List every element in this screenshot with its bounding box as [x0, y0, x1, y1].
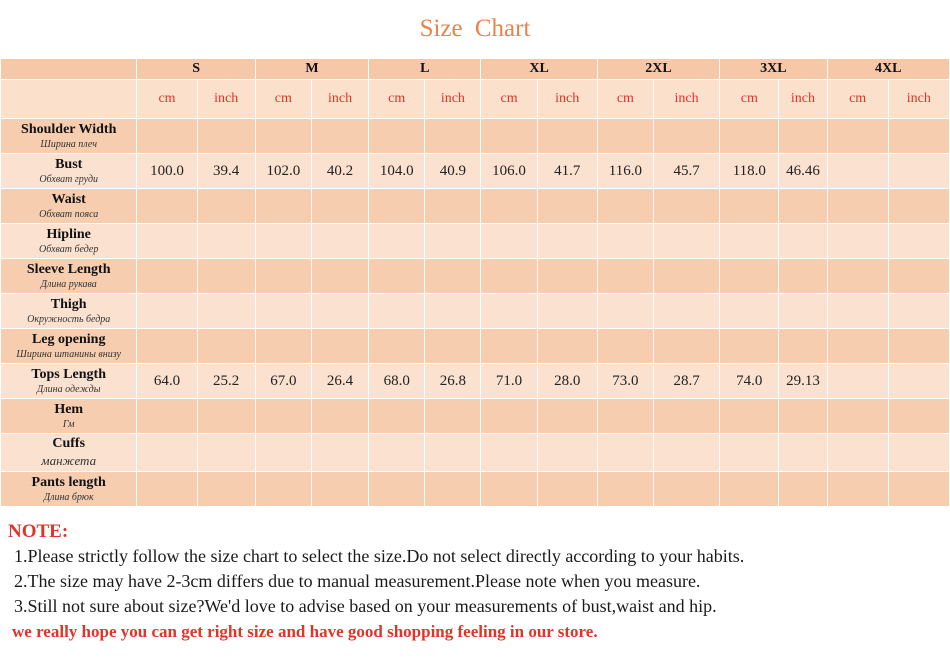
value-cell — [779, 119, 827, 154]
value-cell — [369, 259, 425, 294]
size-header-3xl: 3XL — [720, 59, 827, 80]
value-cell — [311, 472, 368, 507]
measurement-name-ru: Окружность бедра — [27, 313, 111, 325]
value-cell — [197, 224, 255, 259]
value-cell — [653, 224, 719, 259]
size-chart-table — [0, 58, 950, 507]
value-cell — [779, 399, 827, 434]
measurement-name: Pants length — [31, 474, 106, 490]
value-cell — [888, 399, 949, 434]
measurement-label — [1, 434, 137, 472]
unit-inch: inch — [653, 80, 719, 119]
unit-cm: cm — [255, 80, 311, 119]
note-heading: NOTE: — [8, 521, 69, 542]
value-cell — [311, 224, 368, 259]
value-cell — [827, 224, 888, 259]
measurement-name-ru: Длина брюк — [43, 491, 94, 503]
value-cell — [779, 224, 827, 259]
value-cell: 71.0 — [481, 364, 537, 399]
value-cell — [720, 399, 779, 434]
unit-cm: cm — [369, 80, 425, 119]
unit-cm: cm — [720, 80, 779, 119]
value-cell — [197, 119, 255, 154]
value-cell: 100.0 — [137, 154, 197, 189]
measurement-label — [1, 224, 137, 259]
value-cell — [197, 399, 255, 434]
value-cell — [255, 189, 311, 224]
value-cell: 40.2 — [311, 154, 368, 189]
measurement-name-ru: Гм — [62, 418, 75, 430]
value-cell — [137, 224, 197, 259]
value-cell — [425, 434, 481, 472]
value-cell — [653, 399, 719, 434]
value-cell — [537, 189, 597, 224]
value-cell — [137, 472, 197, 507]
value-cell — [311, 189, 368, 224]
value-cell — [197, 329, 255, 364]
unit-cm: cm — [827, 80, 888, 119]
value-cell — [653, 119, 719, 154]
value-cell — [827, 294, 888, 329]
size-header-2xl: 2XL — [597, 59, 719, 80]
chart-title: Size Chart — [419, 15, 531, 42]
value-cell — [537, 294, 597, 329]
measurement-row — [1, 119, 950, 154]
value-cell: 74.0 — [720, 364, 779, 399]
measurement-name: Waist — [51, 191, 86, 207]
notes-section — [8, 520, 943, 645]
unit-inch: inch — [311, 80, 368, 119]
value-cell — [481, 294, 537, 329]
value-cell — [137, 434, 197, 472]
value-cell — [481, 329, 537, 364]
measurement-row — [1, 472, 950, 507]
size-header-m: M — [255, 59, 368, 80]
value-cell — [537, 259, 597, 294]
value-cell: 39.4 — [197, 154, 255, 189]
value-cell — [197, 434, 255, 472]
value-cell — [369, 119, 425, 154]
value-cell — [888, 434, 949, 472]
value-cell — [197, 294, 255, 329]
value-cell — [369, 224, 425, 259]
unit-inch: inch — [537, 80, 597, 119]
value-cell — [827, 259, 888, 294]
measurement-label — [1, 472, 137, 507]
value-cell — [537, 329, 597, 364]
value-cell — [597, 329, 653, 364]
value-cell — [481, 399, 537, 434]
value-cell — [425, 119, 481, 154]
value-cell — [827, 434, 888, 472]
measurement-row — [1, 329, 950, 364]
value-cell: 46.46 — [779, 154, 827, 189]
value-cell — [827, 119, 888, 154]
value-cell — [197, 189, 255, 224]
value-cell — [255, 329, 311, 364]
measurement-name-ru: Ширина штанины внизу — [16, 348, 121, 360]
measurement-label — [1, 154, 137, 189]
value-cell — [597, 472, 653, 507]
value-cell — [311, 259, 368, 294]
value-cell — [888, 189, 949, 224]
value-cell — [653, 259, 719, 294]
measurement-row — [1, 224, 950, 259]
unit-cm: cm — [137, 80, 197, 119]
measurement-rows — [1, 119, 950, 507]
value-cell — [888, 329, 949, 364]
value-cell — [779, 434, 827, 472]
value-cell — [369, 294, 425, 329]
value-cell — [888, 154, 949, 189]
value-cell — [827, 154, 888, 189]
measurement-label — [1, 259, 137, 294]
corner-cell — [1, 80, 137, 119]
value-cell — [720, 189, 779, 224]
value-cell — [537, 224, 597, 259]
unit-inch: inch — [197, 80, 255, 119]
value-cell — [827, 364, 888, 399]
size-header-row — [1, 59, 950, 80]
value-cell — [779, 294, 827, 329]
value-cell — [369, 434, 425, 472]
note-line-3: 3.Still not sure about size?We'd love to advise based on your measurements of bust,waist and hip. — [14, 596, 717, 616]
value-cell: 40.9 — [425, 154, 481, 189]
size-header-s: S — [137, 59, 255, 80]
value-cell — [720, 259, 779, 294]
value-cell — [827, 399, 888, 434]
size-header-xl: XL — [481, 59, 597, 80]
value-cell — [481, 224, 537, 259]
value-cell — [481, 472, 537, 507]
value-cell — [137, 399, 197, 434]
value-cell — [720, 329, 779, 364]
value-cell — [481, 189, 537, 224]
value-cell — [597, 294, 653, 329]
value-cell — [597, 434, 653, 472]
value-cell: 45.7 — [653, 154, 719, 189]
value-cell — [137, 259, 197, 294]
value-cell — [827, 329, 888, 364]
measurement-label — [1, 189, 137, 224]
value-cell — [888, 472, 949, 507]
value-cell: 73.0 — [597, 364, 653, 399]
measurement-name: Shoulder Width — [21, 121, 117, 137]
measurement-name: Hipline — [46, 226, 91, 242]
value-cell — [425, 259, 481, 294]
value-cell: 64.0 — [137, 364, 197, 399]
measurement-name-ru: Длина одежды — [36, 383, 101, 395]
value-cell — [720, 434, 779, 472]
measurement-label — [1, 399, 137, 434]
value-cell — [597, 259, 653, 294]
value-cell: 104.0 — [369, 154, 425, 189]
value-cell — [311, 399, 368, 434]
value-cell — [653, 329, 719, 364]
value-cell: 28.7 — [653, 364, 719, 399]
value-cell: 41.7 — [537, 154, 597, 189]
value-cell — [537, 472, 597, 507]
value-cell — [255, 294, 311, 329]
unit-cm: cm — [597, 80, 653, 119]
measurement-name: Tops Length — [31, 366, 106, 382]
value-cell — [827, 189, 888, 224]
size-header-l: L — [369, 59, 481, 80]
measurement-name-ru: манжета — [41, 453, 97, 468]
value-cell: 118.0 — [720, 154, 779, 189]
value-cell — [197, 259, 255, 294]
value-cell — [827, 472, 888, 507]
value-cell — [537, 119, 597, 154]
value-cell — [779, 472, 827, 507]
value-cell — [255, 259, 311, 294]
value-cell — [720, 294, 779, 329]
value-cell — [197, 472, 255, 507]
unit-inch: inch — [425, 80, 481, 119]
value-cell — [255, 472, 311, 507]
value-cell — [137, 189, 197, 224]
measurement-name-ru: Обхват бедер — [39, 243, 99, 255]
value-cell — [425, 189, 481, 224]
value-cell — [369, 329, 425, 364]
value-cell — [311, 329, 368, 364]
measurement-name: Hem — [54, 401, 84, 417]
value-cell: 29.13 — [779, 364, 827, 399]
measurement-row — [1, 259, 950, 294]
value-cell — [425, 224, 481, 259]
measurement-row — [1, 189, 950, 224]
value-cell — [425, 472, 481, 507]
value-cell — [720, 472, 779, 507]
value-cell: 25.2 — [197, 364, 255, 399]
measurement-name: Leg opening — [31, 331, 106, 347]
value-cell — [779, 259, 827, 294]
value-cell — [537, 434, 597, 472]
value-cell: 102.0 — [255, 154, 311, 189]
measurement-name-ru: Обхват груди — [39, 173, 99, 185]
value-cell — [888, 259, 949, 294]
value-cell — [369, 189, 425, 224]
value-cell — [137, 294, 197, 329]
value-cell — [597, 119, 653, 154]
note-line-1: 1.Please strictly follow the size chart to select the size.Do not select directly according to your habits. — [14, 546, 745, 566]
value-cell — [888, 294, 949, 329]
value-cell — [255, 224, 311, 259]
measurement-name: Cuffs — [52, 436, 86, 451]
value-cell — [425, 294, 481, 329]
measurement-name-ru: Длина рукава — [40, 278, 97, 290]
value-cell — [481, 434, 537, 472]
corner-cell — [1, 59, 137, 80]
value-cell — [779, 329, 827, 364]
value-cell — [653, 294, 719, 329]
value-cell — [597, 189, 653, 224]
measurement-name: Thigh — [50, 296, 87, 312]
value-cell — [653, 472, 719, 507]
unit-cm: cm — [481, 80, 537, 119]
value-cell — [537, 399, 597, 434]
value-cell — [255, 399, 311, 434]
unit-inch: inch — [779, 80, 827, 119]
measurement-row — [1, 154, 950, 189]
value-cell: 26.4 — [311, 364, 368, 399]
value-cell — [720, 119, 779, 154]
value-cell — [481, 259, 537, 294]
value-cell — [720, 224, 779, 259]
value-cell: 68.0 — [369, 364, 425, 399]
value-cell — [888, 224, 949, 259]
value-cell — [311, 294, 368, 329]
value-cell: 26.8 — [425, 364, 481, 399]
value-cell — [311, 434, 368, 472]
value-cell — [888, 364, 949, 399]
value-cell — [779, 189, 827, 224]
measurement-name: Bust — [55, 156, 83, 172]
value-cell — [311, 119, 368, 154]
measurement-label — [1, 119, 137, 154]
measurement-row — [1, 399, 950, 434]
value-cell: 116.0 — [597, 154, 653, 189]
size-header-4xl: 4XL — [827, 59, 949, 80]
value-cell — [481, 119, 537, 154]
value-cell — [597, 399, 653, 434]
value-cell — [137, 119, 197, 154]
measurement-row — [1, 364, 950, 399]
value-cell — [425, 399, 481, 434]
value-cell: 28.0 — [537, 364, 597, 399]
value-cell — [597, 224, 653, 259]
measurement-label — [1, 364, 137, 399]
measurement-label — [1, 294, 137, 329]
value-cell — [888, 119, 949, 154]
measurement-name-ru: Ширина плеч — [40, 138, 97, 150]
measurement-label — [1, 329, 137, 364]
value-cell — [255, 119, 311, 154]
value-cell — [653, 434, 719, 472]
value-cell — [255, 434, 311, 472]
note-closing: we really hope you can get right size and have good shopping feeling in our store. — [12, 622, 598, 641]
value-cell — [369, 399, 425, 434]
unit-inch: inch — [888, 80, 949, 119]
measurement-name: Sleeve Length — [26, 261, 111, 277]
unit-header-row — [1, 80, 950, 119]
value-cell — [653, 189, 719, 224]
value-cell — [137, 329, 197, 364]
measurement-row — [1, 294, 950, 329]
note-line-2: 2.The size may have 2-3cm differs due to manual measurement.Please note when you measure. — [14, 571, 701, 591]
measurement-row — [1, 434, 950, 472]
measurement-name-ru: Обхват пояса — [39, 208, 99, 220]
value-cell — [425, 329, 481, 364]
value-cell: 106.0 — [481, 154, 537, 189]
value-cell — [369, 472, 425, 507]
value-cell: 67.0 — [255, 364, 311, 399]
